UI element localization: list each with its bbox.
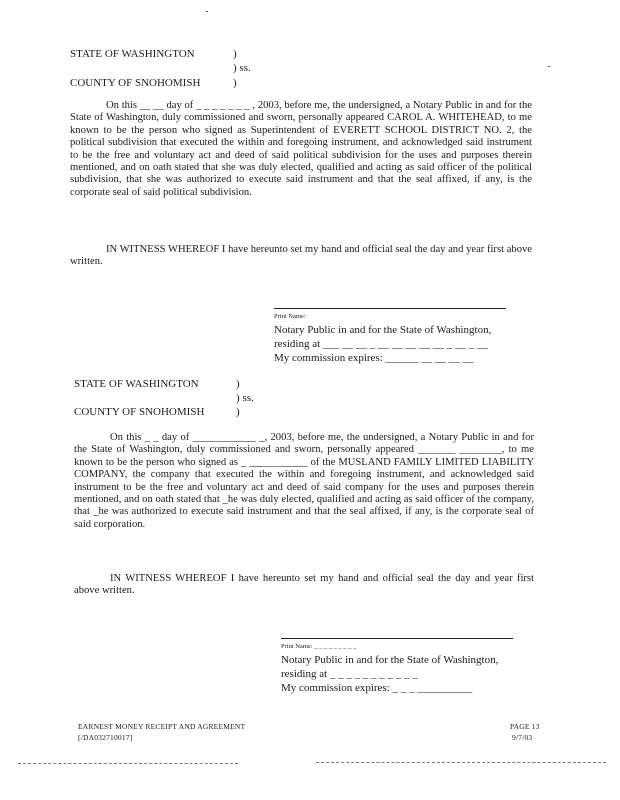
footer-doc-id: [/DA032710017] <box>78 733 133 742</box>
notary-title: Notary Public in and for the State of Washington, <box>281 654 499 666</box>
signature-line <box>281 638 513 639</box>
commission-expires: My commission expires: ______ __ __ __ __ <box>274 352 474 364</box>
acknowledgment-body: On this _ _ day of ____________ _, 2003, before me, the undersigned, a Notary Public in and for the State of Washington, duly commissioned and sworn, personally appeared _______ ________, to me known to be the person who signed as _ ___________ of the MUSLAND FAMILY LIMITED LIABILITY COMPANY, the company that executed the within and foregoing instrument, and acknowledged said instrument to be the free and voluntary act and deed of said company for the uses and purposes therein mentioned, and on oath stated that _he was duly elected, qualified and acting as said officer of the company, that _he was authorized to execute said instrument and that the seal affixed, if any, is the corporate seal of said corporation. <box>74 432 534 530</box>
notary-title: Notary Public in and for the State of Washington, <box>274 324 492 336</box>
acknowledgment-body: On this __ __ day of _ _ _ _ _ _ _ , 2003, before me, the undersigned, a Notary Public in and for the State of Washington, duly commissioned and sworn, personally appeared CAROL A. WHITEHEAD, to me known to be the person who signed as Superintendent of EVERETT SCHOOL DISTRICT NO. 2, the political subdivision that executed the within and foregoing instrument, and acknowledged said instrument to be the free and voluntary act and deed of said political subdivision for the uses and purposes therein mentioned, and on oath stated that she was duly elected, qualified and acting as said officer of the political subdivision, that she was authorized to execute said instrument and that the seal affixed, if any, is the corporate seal of said political subdivision. <box>70 100 532 198</box>
venue-bracket: ) <box>233 48 237 60</box>
witness-clause: IN WITNESS WHEREOF I have hereunto set my hand and official seal the day and year first above written. <box>74 573 534 597</box>
footer-date: 9/7/03 <box>512 733 533 742</box>
venue-state: STATE OF WASHINGTON <box>70 48 195 60</box>
scan-speck <box>206 11 208 12</box>
venue-bracket: ) <box>236 378 240 390</box>
venue-ss: ) ss. <box>233 62 251 74</box>
scan-artifact <box>18 763 238 764</box>
print-name-label: Print Name: <box>274 313 306 320</box>
scan-artifact <box>316 762 606 763</box>
venue-ss: ) ss. <box>236 392 254 404</box>
commission-expires: My commission expires: _ _ _ __________ <box>281 682 473 694</box>
venue-county: COUNTY OF SNOHOMISH <box>70 77 201 89</box>
footer-doc-title: EARNEST MONEY RECEIPT AND AGREEMENT <box>78 722 246 731</box>
scan-speck <box>548 66 550 67</box>
residing-at: residing at _ _ _ _ _ _ _ _ _ _ _ <box>281 668 418 680</box>
venue-county: COUNTY OF SNOHOMISH <box>74 406 205 418</box>
venue-bracket: ) <box>233 77 237 89</box>
signature-line <box>274 308 506 309</box>
venue-state: STATE OF WASHINGTON <box>74 378 199 390</box>
venue-bracket: ) <box>236 406 240 418</box>
residing-at: residing at ___ __ __ _ __ __ __ __ __ _ __ _ __ <box>274 338 488 350</box>
print-name-label: Print Name: _ _ _ _ _ _ _ _ _ <box>281 643 357 650</box>
witness-clause: IN WITNESS WHEREOF I have hereunto set my hand and official seal the day and year first above written. <box>70 244 532 268</box>
footer-page-number: PAGE 13 <box>510 722 540 731</box>
